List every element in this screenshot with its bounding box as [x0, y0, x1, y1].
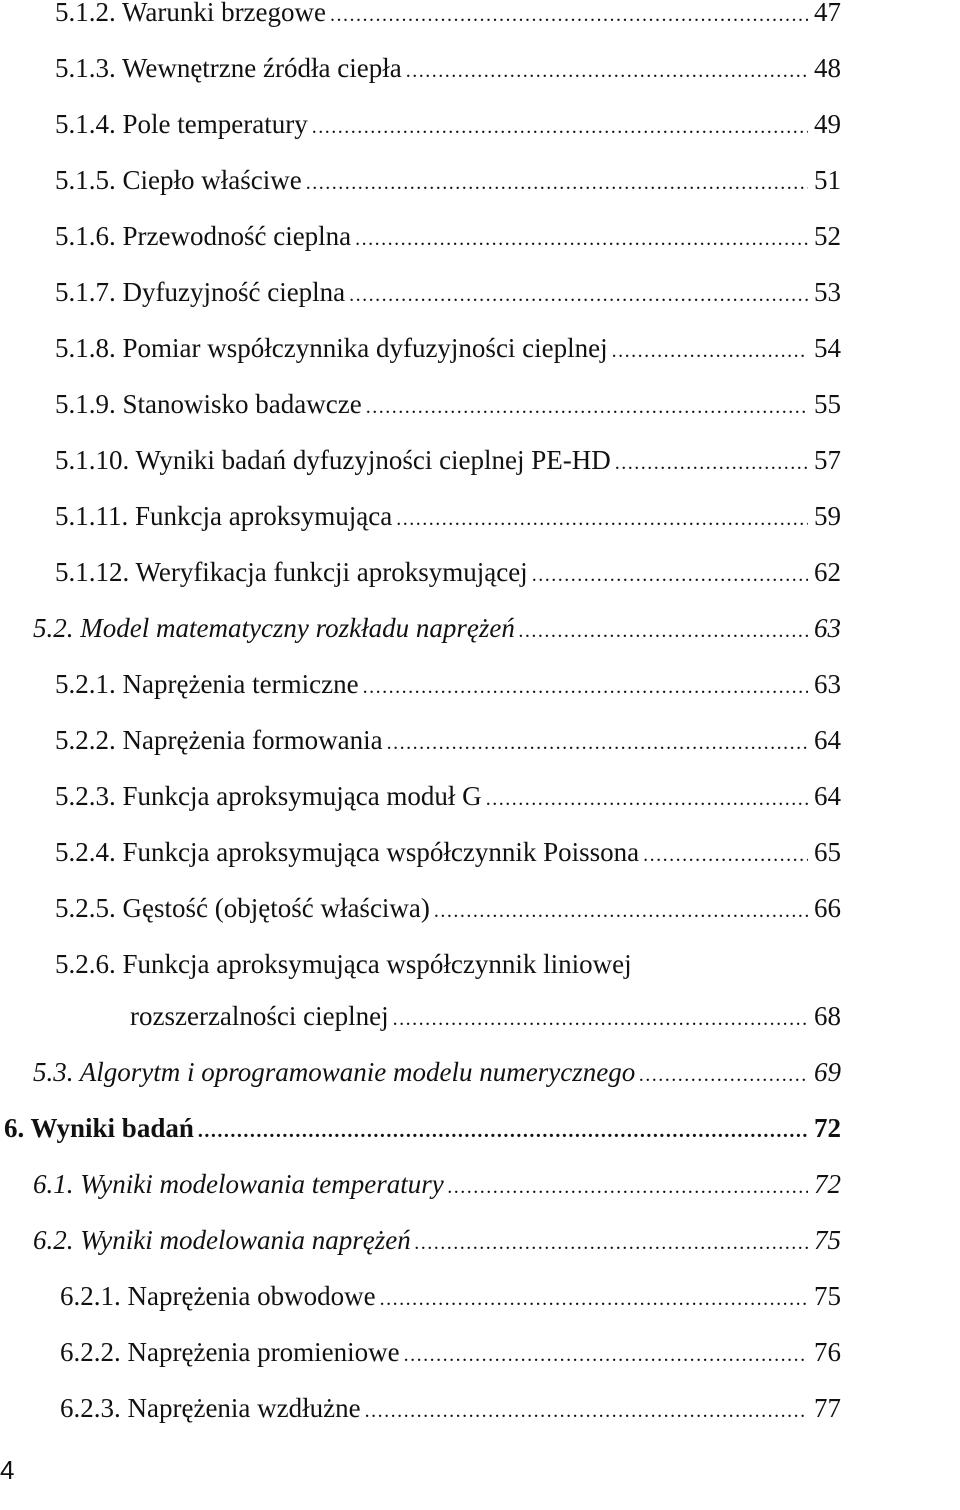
entry-number: 5.1.5. [55, 165, 116, 195]
entry-title: Naprężenia formowania [122, 725, 383, 755]
entry-number: 5.2.2. [55, 725, 116, 755]
entry-title: Gęstość (objętość właściwa) [122, 893, 430, 923]
toc-entry [55, 48, 841, 88]
dot-leader [639, 1055, 808, 1095]
toc-entry [55, 0, 841, 32]
toc-entry [55, 440, 841, 480]
toc-entry [55, 720, 841, 760]
toc-entry [55, 888, 841, 928]
toc-entry-chapter [4, 1108, 841, 1148]
entry-page: 54 [814, 333, 841, 363]
entry-number: 5.2.6. [55, 949, 116, 979]
dot-leader [404, 1335, 808, 1375]
entry-page: 62 [814, 557, 841, 587]
dot-leader [349, 275, 808, 315]
entry-number: 5.1.11. [55, 501, 129, 531]
entry-page: 66 [814, 893, 841, 923]
dot-leader [306, 163, 808, 203]
entry-page: 49 [814, 109, 841, 139]
entry-title: Naprężenia wzdłużne [127, 1393, 361, 1423]
dot-leader [643, 835, 808, 875]
entry-number: 6. [4, 1113, 25, 1143]
toc-entry [55, 832, 841, 872]
entry-page: 76 [814, 1337, 841, 1367]
entry-page: 59 [814, 501, 841, 531]
toc-entry [55, 384, 841, 424]
dot-leader [198, 1111, 808, 1151]
entry-number: 5.1.2. [55, 0, 116, 27]
entry-page: 48 [814, 53, 841, 83]
dot-leader [532, 555, 808, 595]
entry-title: Funkcja aproksymująca moduł G [122, 781, 482, 811]
entry-title: Naprężenia obwodowe [127, 1281, 376, 1311]
dot-leader [366, 387, 808, 427]
toc-entry-section [33, 1164, 841, 1204]
entry-title: Wyniki modelowania temperatury [80, 1169, 444, 1199]
toc-entry [55, 776, 841, 816]
toc-entry-section [33, 1052, 841, 1092]
entry-title: rozszerzalności cieplnej [130, 1001, 389, 1031]
dot-leader [330, 0, 808, 35]
entry-title: Funkcja aproksymująca współczynnik liniowej [122, 949, 632, 979]
toc-entry [60, 1276, 841, 1316]
entry-page: 63 [814, 613, 841, 643]
dot-leader [387, 723, 808, 763]
entry-page: 72 [814, 1169, 841, 1199]
entry-page: 52 [814, 221, 841, 251]
dot-leader [363, 667, 808, 707]
toc-entry [55, 160, 841, 200]
toc-entry [55, 104, 841, 144]
page-number: 4 [0, 1455, 15, 1485]
entry-number: 5.1.4. [55, 109, 116, 139]
entry-number: 5.1.12. [55, 557, 130, 587]
dot-leader [365, 1391, 808, 1431]
entry-page: 57 [814, 445, 841, 475]
entry-page: 75 [814, 1281, 841, 1311]
entry-number: 5.1.6. [55, 221, 116, 251]
dot-leader [406, 51, 808, 91]
entry-title: Naprężenia termiczne [122, 669, 359, 699]
entry-title: Funkcja aproksymująca współczynnik Poissona [122, 837, 640, 867]
dot-leader [415, 1223, 808, 1263]
dot-leader [486, 779, 808, 819]
dot-leader [355, 219, 808, 259]
entry-page: 55 [814, 389, 841, 419]
entry-title: Wewnętrzne źródła ciepła [122, 53, 402, 83]
entry-page: 63 [814, 669, 841, 699]
dot-leader [519, 611, 808, 651]
entry-page: 53 [814, 277, 841, 307]
dot-leader [615, 443, 808, 483]
entry-number: 6.2.1. [60, 1281, 121, 1311]
entry-page: 72 [814, 1113, 841, 1143]
entry-page: 64 [814, 725, 841, 755]
entry-page: 51 [814, 165, 841, 195]
entry-number: 5.1.7. [55, 277, 116, 307]
toc-entry [55, 552, 841, 592]
entry-number: 5.2.5. [55, 893, 116, 923]
entry-title: Algorytm i oprogramowanie modelu numerycznego [79, 1057, 636, 1087]
entry-number: 6.2. [33, 1225, 74, 1255]
entry-title: Ciepło właściwe [122, 165, 302, 195]
entry-page: 47 [814, 0, 841, 27]
entry-title: Model matematyczny rozkładu naprężeń [80, 613, 515, 643]
toc-entry-section [33, 1220, 841, 1260]
toc-entry [55, 328, 841, 368]
entry-title: Weryfikacja funkcji aproksymującej [135, 557, 528, 587]
entry-title: Funkcja aproksymująca [135, 501, 393, 531]
dot-leader [380, 1279, 808, 1319]
entry-page: 69 [814, 1057, 841, 1087]
entry-page: 65 [814, 837, 841, 867]
toc-entry [55, 272, 841, 312]
dot-leader [612, 331, 808, 371]
toc-entry [55, 496, 841, 536]
dot-leader [312, 107, 808, 147]
entry-title: Warunki brzegowe [122, 0, 327, 27]
toc-entry [60, 1388, 841, 1428]
entry-number: 5.1.10. [55, 445, 130, 475]
dot-leader [434, 891, 808, 931]
entry-number: 5.3. [33, 1057, 74, 1087]
entry-title: Dyfuzyjność cieplna [122, 277, 346, 307]
entry-number: 5.2.3. [55, 781, 116, 811]
dot-leader [448, 1167, 808, 1207]
entry-title: Wyniki modelowania naprężeń [80, 1225, 411, 1255]
entry-page: 75 [814, 1225, 841, 1255]
dot-leader [393, 999, 808, 1039]
entry-title: Pole temperatury [122, 109, 308, 139]
entry-title: Naprężenia promieniowe [127, 1337, 400, 1367]
entry-number: 5.1.9. [55, 389, 116, 419]
entry-number: 5.1.8. [55, 333, 116, 363]
toc-entry [60, 1332, 841, 1372]
entry-number: 6.2.3. [60, 1393, 121, 1423]
entry-number: 5.2.1. [55, 669, 116, 699]
entry-number: 5.1.3. [55, 53, 116, 83]
dot-leader [396, 499, 808, 539]
toc-entry [55, 216, 841, 256]
toc-entry-multiline-start [55, 944, 841, 984]
entry-page: 68 [814, 1001, 841, 1031]
entry-title: Stanowisko badawcze [122, 389, 362, 419]
entry-number: 6.2.2. [60, 1337, 121, 1367]
entry-page: 77 [814, 1393, 841, 1423]
entry-number: 6.1. [33, 1169, 74, 1199]
entry-number: 5.2. [33, 613, 74, 643]
entry-title: Przewodność cieplna [122, 221, 352, 251]
entry-title: Wyniki badań dyfuzyjności cieplnej PE-HD [135, 445, 611, 475]
entry-title: Wyniki badań [30, 1113, 194, 1143]
toc-entry-continuation [130, 996, 841, 1036]
toc-entry-section [33, 608, 841, 648]
entry-number: 5.2.4. [55, 837, 116, 867]
toc-entry [55, 664, 841, 704]
entry-title: Pomiar współczynnika dyfuzyjności cieplnej [122, 333, 608, 363]
entry-page: 64 [814, 781, 841, 811]
